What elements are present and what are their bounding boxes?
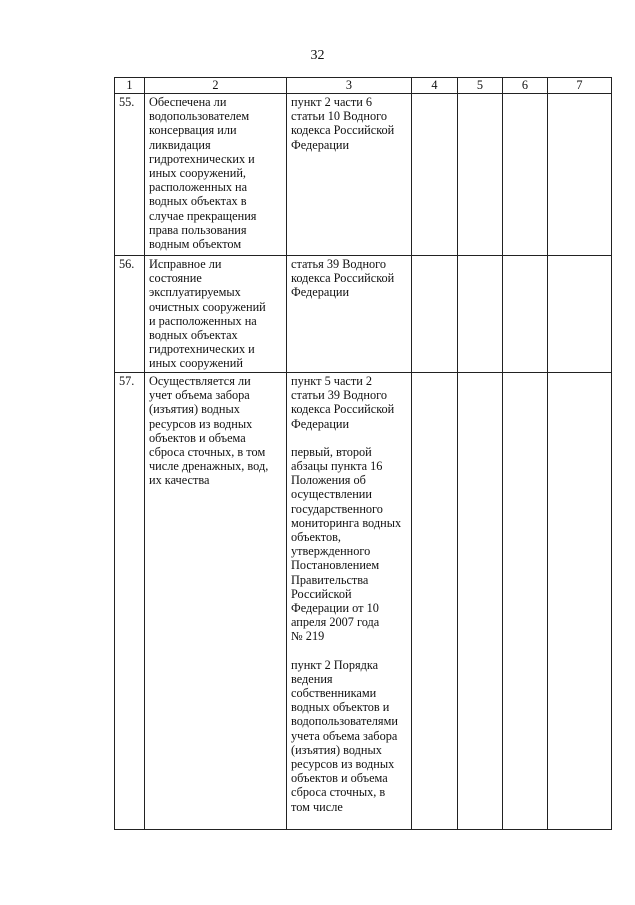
column-header: 5 bbox=[458, 78, 503, 94]
row-number: 55. bbox=[115, 94, 145, 256]
question-cell: Исправное ли состояние эксплуатируемых очистных сооружений и расположенных на водных объектах гидротехнических и иных сооружений bbox=[145, 256, 287, 373]
row-number: 57. bbox=[115, 373, 145, 830]
column-header: 1 bbox=[115, 78, 145, 94]
column-header: 6 bbox=[503, 78, 548, 94]
empty-cell bbox=[503, 256, 548, 373]
empty-cell bbox=[503, 94, 548, 256]
column-header: 3 bbox=[287, 78, 412, 94]
question-cell: Обеспечена ли водопользователем консервация или ликвидация гидротехнических и иных сооружений, расположенных на водных объектах в случае прекращения права пользования водным объектом bbox=[145, 94, 287, 256]
empty-cell bbox=[412, 256, 458, 373]
column-header: 2 bbox=[145, 78, 287, 94]
question-cell: Осуществляется ли учет объема забора (изъятия) водных ресурсов из водных объектов и объема сброса сточных, в том числе дренажных, вод, их качества bbox=[145, 373, 287, 830]
legal-basis-cell bbox=[287, 94, 412, 256]
legal-basis-cell bbox=[287, 256, 412, 373]
table-header-row bbox=[115, 78, 612, 94]
table-row bbox=[115, 373, 612, 830]
column-header: 4 bbox=[412, 78, 458, 94]
legal-basis-cell bbox=[287, 373, 412, 830]
empty-cell bbox=[458, 373, 503, 830]
legal-basis-text: пункт 2 части 6 статьи 10 Водного кодекса Российской Федерации bbox=[291, 95, 395, 152]
empty-cell bbox=[548, 373, 612, 830]
row-number: 56. bbox=[115, 256, 145, 373]
column-header: 7 bbox=[548, 78, 612, 94]
empty-cell bbox=[412, 373, 458, 830]
page-number: 32 bbox=[310, 48, 325, 63]
empty-cell bbox=[548, 94, 612, 256]
legal-basis-text: пункт 5 части 2 статьи 39 Водного кодекса Российской Федерации bbox=[291, 374, 395, 431]
empty-cell bbox=[503, 373, 548, 830]
empty-cell bbox=[458, 256, 503, 373]
table-row bbox=[115, 256, 612, 373]
legal-basis-text: пункт 2 Порядка ведения собственниками водных объектов и водопользователями учета объема забора (изъятия) водных ресурсов из водных объектов и объема сброса сточных, в том числе bbox=[291, 657, 398, 814]
table-row bbox=[115, 94, 612, 256]
legal-basis-text: первый, второй абзацы пункта 16 Положения об осуществлении государственного мониторинга водных объектов, утвержденного Постановлением Правительства Российской Федерации от 10 апреля 2007 года № 219 bbox=[291, 444, 402, 644]
legal-basis-text: статья 39 Водного кодекса Российской Федерации bbox=[291, 257, 395, 300]
inspection-table bbox=[114, 77, 612, 830]
empty-cell bbox=[412, 94, 458, 256]
empty-cell bbox=[458, 94, 503, 256]
empty-cell bbox=[548, 256, 612, 373]
